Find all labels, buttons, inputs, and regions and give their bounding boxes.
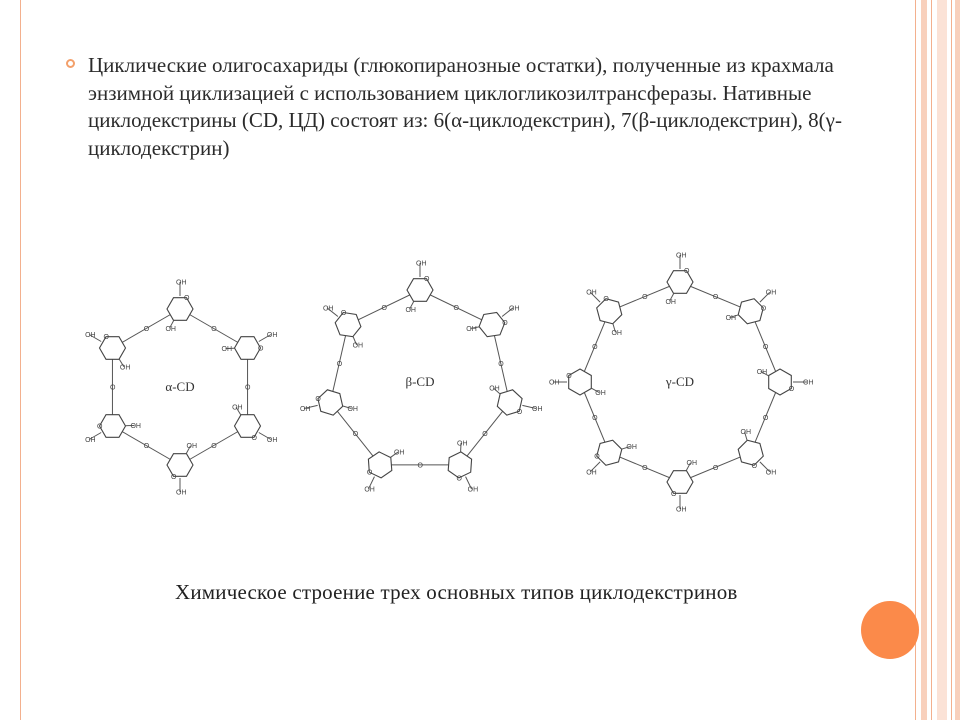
bridge-oxygen: O: [482, 431, 488, 439]
bridge-oxygen: O: [211, 326, 217, 333]
hydroxyl-group: OH: [595, 390, 606, 398]
glucose-unit: [738, 299, 763, 324]
bridge-oxygen: O: [712, 464, 719, 472]
bridge-oxygen: O: [762, 414, 769, 422]
cd-label: β-CD: [405, 374, 435, 389]
cd-structure: [300, 261, 543, 494]
hydroxyl-group: OH: [686, 460, 698, 468]
hydroxyl-group: OH: [221, 346, 233, 354]
hydroxyl-group: OH: [176, 279, 187, 287]
cyclodextrin-structures-figure: [85, 232, 815, 552]
bridge-oxygen: O: [336, 361, 343, 369]
glucose-unit: [479, 313, 505, 337]
hydroxyl-group: OH: [266, 332, 278, 339]
hydroxyl-group: OH: [676, 252, 687, 260]
hydroxyl-group: OH: [467, 486, 479, 494]
ring-oxygen: O: [340, 310, 347, 318]
bridge-oxygen: O: [762, 344, 769, 352]
glucose-unit: [597, 440, 622, 465]
hydroxyl-group: OH: [266, 437, 278, 444]
bridge-oxygen: O: [453, 304, 459, 312]
bridge-oxygen: O: [642, 294, 648, 302]
hydroxyl-group: OH: [765, 289, 777, 297]
hydroxyl-group: OH: [85, 332, 96, 339]
bridge-oxygen: O: [143, 443, 150, 450]
ring-oxygen: O: [566, 373, 572, 380]
hydroxyl-group: OH: [457, 440, 468, 448]
ring-oxygen: O: [424, 276, 430, 284]
cd-label: α-CD: [165, 379, 195, 394]
glucose-unit: [335, 313, 361, 337]
ring-oxygen: O: [671, 490, 677, 498]
hydroxyl-group: OH: [176, 489, 187, 497]
glucose-unit: [235, 337, 261, 360]
cd-structure: [549, 253, 814, 514]
hydroxyl-group: OH: [186, 443, 198, 451]
ring-oxygen: O: [788, 386, 795, 393]
ring-oxygen: O: [171, 473, 177, 481]
ring-oxygen: O: [603, 296, 609, 304]
bridge-oxygen: O: [381, 304, 387, 312]
hydroxyl-group: OH: [665, 298, 676, 306]
ring-oxygen: O: [760, 305, 767, 313]
cd-structure: [85, 280, 277, 497]
ring-oxygen: O: [684, 268, 690, 276]
bridge-oxygen: O: [245, 384, 251, 392]
bridge-oxygen: O: [417, 462, 423, 470]
hydroxyl-group: OH: [586, 469, 597, 477]
glucose-unit: [738, 440, 763, 465]
hydroxyl-group: OH: [611, 329, 622, 337]
cyclodextrin-diagram: [85, 232, 815, 552]
hydroxyl-group: OH: [322, 305, 334, 313]
ring-oxygen: O: [594, 453, 600, 461]
bridge-oxygen: O: [143, 326, 150, 333]
glucose-unit: [597, 299, 622, 324]
ring-oxygen: O: [96, 423, 103, 431]
ring-oxygen: O: [516, 408, 523, 416]
hydroxyl-group: OH: [532, 405, 543, 413]
hydroxyl-group: OH: [489, 385, 500, 393]
hydroxyl-group: OH: [119, 364, 131, 372]
hydroxyl-group: OH: [626, 444, 637, 452]
hydroxyl-group: OH: [586, 289, 597, 297]
bridge-oxygen: O: [498, 361, 504, 369]
hydroxyl-group: OH: [466, 325, 477, 333]
hydroxyl-group: OH: [803, 379, 814, 387]
ring-oxygen: O: [251, 434, 258, 442]
hydroxyl-group: OH: [416, 260, 427, 268]
ring-oxygen: O: [184, 295, 190, 303]
hydroxyl-group: OH: [347, 405, 358, 413]
bullet-icon: [66, 59, 75, 68]
glucose-unit: [569, 369, 592, 395]
bridge-oxygen: O: [352, 431, 359, 439]
ring-oxygen: O: [751, 462, 758, 470]
ring-oxygen: O: [366, 469, 373, 477]
ring-oxygen: O: [315, 396, 321, 404]
ring-oxygen: O: [258, 345, 264, 353]
hydroxyl-group: OH: [676, 506, 687, 514]
bullet-item: [66, 52, 856, 162]
glucose-unit: [318, 390, 343, 415]
bullet-text: Циклические олигосахариды (глюкопиранозные остатки), полученные из крахмала энзимной циклизацией с использованием циклогликозилтрансферазы. Нативные циклодекстрины (CD, ЦД) состоят из: 6(α-циклодекстрин), 7(β-циклодекстрин), 8(γ-циклодекстрин): [88, 53, 842, 160]
ring-oxygen: O: [103, 334, 109, 342]
cd-label: γ-CD: [665, 374, 695, 389]
hydroxyl-group: OH: [130, 422, 141, 430]
right-decorative-stripes: [915, 0, 960, 720]
hydroxyl-group: OH: [509, 305, 520, 313]
bridge-oxygen: O: [592, 344, 598, 352]
bridge-oxygen: O: [642, 464, 648, 472]
bridge-oxygen: O: [109, 384, 116, 392]
left-frame-line: [0, 0, 21, 720]
glucose-unit: [448, 452, 471, 478]
bridge-oxygen: O: [211, 443, 217, 450]
bridge-oxygen: O: [592, 414, 598, 422]
ring-oxygen: O: [502, 320, 508, 328]
bridge-oxygen: O: [712, 294, 719, 302]
hydroxyl-group: OH: [232, 404, 243, 412]
figure-caption: Химическое строение трех основных типов циклодекстринов: [175, 580, 738, 604]
hydroxyl-group: OH: [364, 486, 375, 494]
hydroxyl-group: OH: [549, 379, 560, 387]
hydroxyl-group: OH: [740, 429, 752, 437]
hydroxyl-group: OH: [299, 405, 311, 413]
hydroxyl-group: OH: [725, 314, 737, 322]
glucose-unit: [100, 415, 126, 438]
hydroxyl-group: OH: [405, 306, 416, 314]
hydroxyl-group: OH: [765, 469, 777, 477]
accent-circle: [861, 601, 919, 659]
hydroxyl-group: OH: [352, 342, 364, 350]
hydroxyl-group: OH: [85, 437, 96, 444]
hydroxyl-group: OH: [393, 449, 405, 457]
hydroxyl-group: OH: [756, 368, 768, 376]
ring-oxygen: O: [456, 475, 462, 483]
hydroxyl-group: OH: [165, 325, 176, 333]
